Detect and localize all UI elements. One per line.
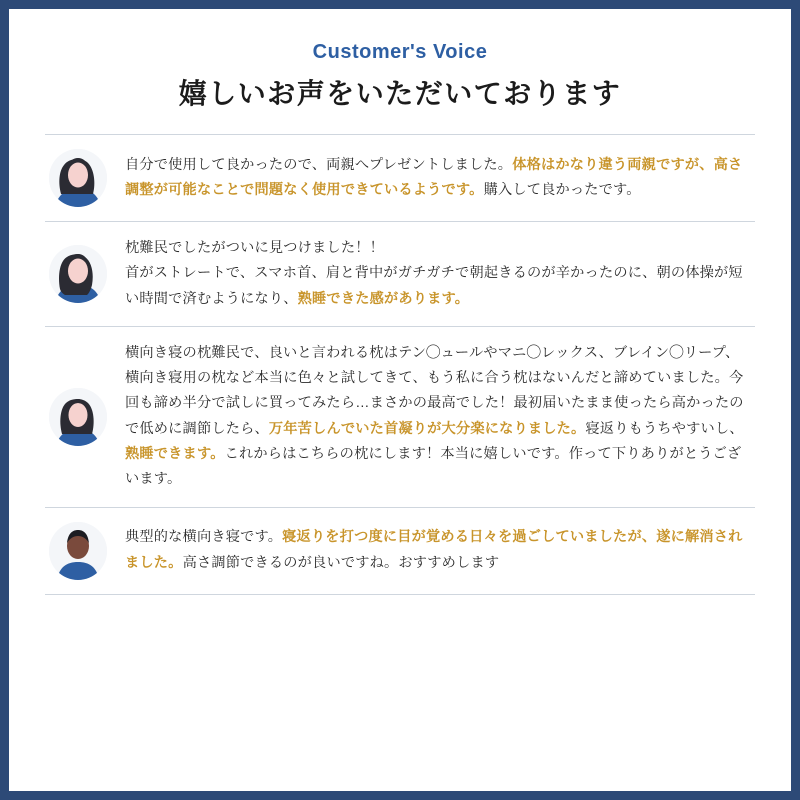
card-inner xyxy=(9,9,791,791)
review-text-highlight: 熟睡できます。 xyxy=(125,445,225,462)
review-text-segment: 寝返りもうちやすいし、 xyxy=(585,420,744,437)
review-item xyxy=(45,134,755,221)
review-text-segment: 購入して良かったです。 xyxy=(483,182,641,198)
review-text-segment: 首がストレートで、スマホ首、肩と背中がガチガチで朝起きるのが辛かったのに、朝の体操が短い時間で済むようになり、 xyxy=(125,265,743,307)
avatar-woman-long-hair-icon xyxy=(49,149,107,207)
review-text-segment: これからはこちらの枕にします！本当に嬉しいです。作って下りありがとうございます。 xyxy=(125,445,742,488)
review-text-segment: 典型的な横向き寝です。 xyxy=(125,529,283,546)
review-text xyxy=(125,236,751,312)
eyebrow-title: Customer's Voice xyxy=(312,41,488,63)
review-item xyxy=(45,507,755,595)
header xyxy=(45,33,755,112)
review-text-highlight: 万年苦しんでいた首凝りが大分楽になりました。 xyxy=(268,420,586,437)
avatar-man-short-hair-icon xyxy=(49,522,107,580)
review-text-segment: 高さ調節できるのが良いですね。おすすめします xyxy=(182,554,500,571)
review-text xyxy=(125,341,751,493)
review-text-highlight: 寝返りを打つ度に目が覚める日々を過ごしていましたが、遂に解消されました。 xyxy=(125,529,743,571)
review-item xyxy=(45,221,755,326)
avatar-woman-straight-hair-icon xyxy=(49,388,107,446)
review-text xyxy=(125,153,751,204)
review-text-segment: 横向き寝の枕難民で、良いと言われる枕はテン◯ュールやマニ◯レックス、ブレイン◯リープ、横向き寝用の枕など本当に色々と試してきて、もう私に合う枕はないんだと諦めていました。今回も諦め半分で試しに買ってみたら…まさかの最高でした！最初届いたまま使ったら高かったので低めに調節したら、 xyxy=(125,344,744,437)
review-text-highlight: 熟睡できた感があります。 xyxy=(297,290,470,307)
review-text-segment: 自分で使用して良かったので、両親へプレゼントしました。 xyxy=(125,156,513,173)
review-text xyxy=(125,525,751,576)
avatar-woman-wavy-hair-icon xyxy=(49,245,107,303)
review-item xyxy=(45,326,755,507)
review-text-segment: 枕難民でしたがついに見つけました！！ xyxy=(125,240,384,256)
page-title: 嬉しいお声をいただいております xyxy=(178,78,622,109)
review-text-highlight: 体格はかなり違う両親ですが、高さ調整が可能なことで問題なく使用できているようです。 xyxy=(125,156,743,198)
review-list xyxy=(45,134,755,595)
